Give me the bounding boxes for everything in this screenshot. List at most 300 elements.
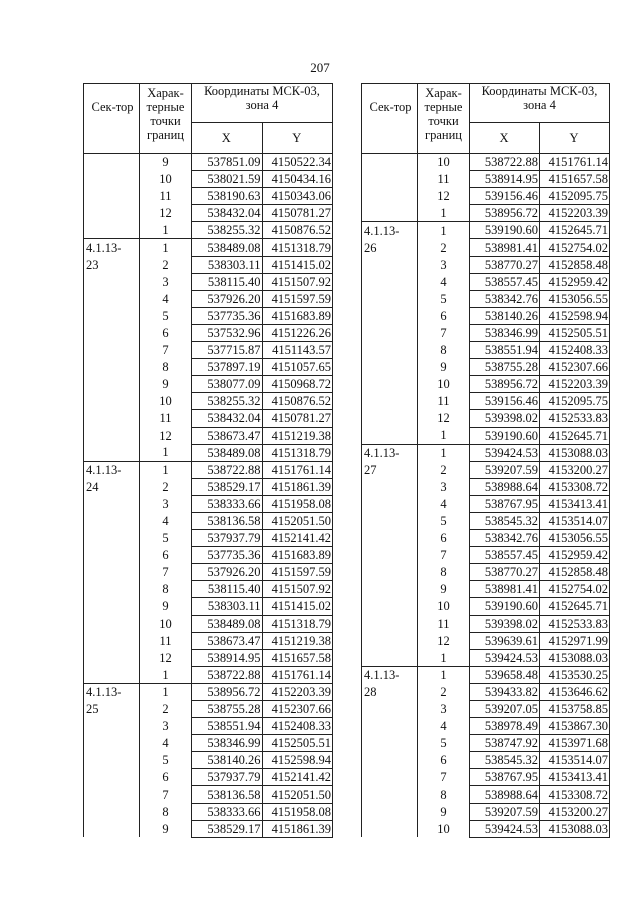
table-row bbox=[84, 461, 333, 478]
table-row bbox=[84, 564, 333, 581]
cell-sector: 24 bbox=[84, 478, 140, 495]
cell-y: 4152754.02 bbox=[540, 581, 610, 598]
header-characteristic-points: Харак-терные точки границ bbox=[418, 84, 470, 154]
cell-y: 4152959.42 bbox=[540, 273, 610, 290]
cell-x: 537926.20 bbox=[192, 290, 263, 307]
table-row bbox=[362, 478, 610, 495]
cell-sector bbox=[362, 290, 418, 307]
table-row bbox=[362, 649, 610, 666]
table-row bbox=[84, 307, 333, 324]
cell-point: 9 bbox=[418, 803, 470, 820]
cell-sector: 23 bbox=[84, 256, 140, 273]
cell-y: 4151415.02 bbox=[262, 598, 333, 615]
cell-y: 4151761.14 bbox=[262, 666, 333, 683]
cell-x: 538914.95 bbox=[470, 171, 540, 188]
table-row bbox=[84, 632, 333, 649]
cell-point: 2 bbox=[418, 461, 470, 478]
cell-sector bbox=[84, 324, 140, 341]
cell-sector bbox=[362, 478, 418, 495]
cell-sector bbox=[84, 735, 140, 752]
cell-sector: 4.1.13- bbox=[362, 222, 418, 239]
cell-point: 9 bbox=[140, 820, 192, 837]
cell-sector bbox=[362, 598, 418, 615]
cell-x: 539207.59 bbox=[470, 461, 540, 478]
cell-sector bbox=[84, 393, 140, 410]
cell-point: 1 bbox=[418, 205, 470, 222]
cell-sector bbox=[362, 376, 418, 393]
header-coordinates: Координаты МСК-03, зона 4 bbox=[192, 84, 333, 123]
table-row bbox=[84, 290, 333, 307]
cell-y: 4151683.89 bbox=[262, 307, 333, 324]
cell-x: 537532.96 bbox=[192, 324, 263, 341]
table-row bbox=[84, 376, 333, 393]
cell-point: 5 bbox=[140, 307, 192, 324]
cell-y: 4153056.55 bbox=[540, 530, 610, 547]
cell-y: 4153308.72 bbox=[540, 786, 610, 803]
cell-point: 3 bbox=[140, 273, 192, 290]
cell-y: 4152754.02 bbox=[540, 239, 610, 256]
cell-x: 538747.92 bbox=[470, 735, 540, 752]
cell-point: 3 bbox=[140, 718, 192, 735]
table-row bbox=[362, 632, 610, 649]
cell-sector bbox=[362, 495, 418, 512]
cell-x: 539398.02 bbox=[470, 410, 540, 427]
table-row bbox=[84, 735, 333, 752]
table-row bbox=[362, 701, 610, 718]
table-row bbox=[84, 205, 333, 222]
cell-sector bbox=[362, 359, 418, 376]
cell-x: 538255.32 bbox=[192, 393, 263, 410]
cell-x: 538551.94 bbox=[192, 718, 263, 735]
cell-y: 4153514.07 bbox=[540, 752, 610, 769]
cell-point: 3 bbox=[418, 701, 470, 718]
cell-sector bbox=[84, 495, 140, 512]
table-row bbox=[362, 444, 610, 461]
coordinates-table-left bbox=[83, 83, 333, 838]
table-row bbox=[84, 427, 333, 444]
cell-point: 7 bbox=[418, 547, 470, 564]
cell-y: 4151657.58 bbox=[540, 171, 610, 188]
cell-y: 4151415.02 bbox=[262, 256, 333, 273]
cell-x: 538545.32 bbox=[470, 512, 540, 529]
cell-point: 1 bbox=[418, 222, 470, 239]
cell-y: 4150434.16 bbox=[262, 171, 333, 188]
cell-point: 12 bbox=[418, 188, 470, 205]
cell-point: 7 bbox=[140, 342, 192, 359]
table-row bbox=[84, 342, 333, 359]
cell-point: 10 bbox=[140, 615, 192, 632]
table-row bbox=[362, 820, 610, 837]
cell-x: 539424.53 bbox=[470, 649, 540, 666]
table-row bbox=[362, 273, 610, 290]
table-row bbox=[84, 239, 333, 256]
cell-sector bbox=[84, 359, 140, 376]
cell-point: 3 bbox=[418, 478, 470, 495]
table-row bbox=[84, 666, 333, 683]
cell-y: 4152408.33 bbox=[262, 718, 333, 735]
table-row bbox=[362, 154, 610, 171]
cell-x: 538303.11 bbox=[192, 598, 263, 615]
cell-sector: 4.1.13- bbox=[84, 461, 140, 478]
table-row bbox=[84, 530, 333, 547]
page-number: 207 bbox=[310, 60, 330, 75]
cell-point: 10 bbox=[418, 598, 470, 615]
cell-sector bbox=[362, 393, 418, 410]
cell-sector bbox=[84, 376, 140, 393]
cell-y: 4151861.39 bbox=[262, 478, 333, 495]
cell-x: 538722.88 bbox=[470, 154, 540, 171]
table-row bbox=[362, 461, 610, 478]
cell-sector bbox=[362, 786, 418, 803]
cell-point: 12 bbox=[418, 632, 470, 649]
cell-x: 538988.64 bbox=[470, 786, 540, 803]
cell-x: 538489.08 bbox=[192, 615, 263, 632]
cell-x: 539190.60 bbox=[470, 427, 540, 444]
cell-y: 4152095.75 bbox=[540, 188, 610, 205]
cell-sector bbox=[84, 649, 140, 666]
cell-y: 4151597.59 bbox=[262, 290, 333, 307]
cell-y: 4151318.79 bbox=[262, 239, 333, 256]
cell-sector bbox=[362, 581, 418, 598]
table-row bbox=[84, 478, 333, 495]
cell-x: 539639.61 bbox=[470, 632, 540, 649]
cell-x: 538333.66 bbox=[192, 495, 263, 512]
table-row bbox=[84, 256, 333, 273]
cell-x: 538767.95 bbox=[470, 495, 540, 512]
header-coordinates: Координаты МСК-03, зона 4 bbox=[470, 84, 610, 123]
cell-point: 7 bbox=[418, 324, 470, 341]
cell-x: 538956.72 bbox=[192, 683, 263, 700]
cell-y: 4151219.38 bbox=[262, 632, 333, 649]
header-x: X bbox=[192, 123, 263, 154]
cell-y: 4152051.50 bbox=[262, 512, 333, 529]
cell-point: 4 bbox=[418, 495, 470, 512]
table-row bbox=[84, 598, 333, 615]
cell-sector bbox=[84, 752, 140, 769]
cell-point: 11 bbox=[140, 188, 192, 205]
table-row bbox=[362, 427, 610, 444]
table-row bbox=[362, 752, 610, 769]
cell-x: 538722.88 bbox=[192, 666, 263, 683]
cell-x: 537897.19 bbox=[192, 359, 263, 376]
cell-y: 4153088.03 bbox=[540, 820, 610, 837]
cell-y: 4152505.51 bbox=[262, 735, 333, 752]
cell-point: 4 bbox=[418, 718, 470, 735]
cell-point: 9 bbox=[418, 581, 470, 598]
cell-point: 5 bbox=[140, 752, 192, 769]
cell-point: 8 bbox=[140, 359, 192, 376]
cell-point: 7 bbox=[140, 786, 192, 803]
cell-x: 538557.45 bbox=[470, 547, 540, 564]
cell-x: 538115.40 bbox=[192, 581, 263, 598]
cell-y: 4153646.62 bbox=[540, 683, 610, 700]
cell-sector bbox=[84, 188, 140, 205]
cell-point: 1 bbox=[140, 444, 192, 461]
cell-x: 539190.60 bbox=[470, 222, 540, 239]
table-row bbox=[362, 735, 610, 752]
cell-y: 4153413.41 bbox=[540, 495, 610, 512]
cell-x: 538914.95 bbox=[192, 649, 263, 666]
table-row bbox=[362, 290, 610, 307]
cell-y: 4151958.08 bbox=[262, 495, 333, 512]
cell-y: 4150876.52 bbox=[262, 393, 333, 410]
cell-x: 538529.17 bbox=[192, 478, 263, 495]
cell-x: 538136.58 bbox=[192, 512, 263, 529]
cell-sector bbox=[362, 307, 418, 324]
cell-x: 538489.08 bbox=[192, 239, 263, 256]
header-y: Y bbox=[540, 123, 610, 154]
cell-point: 9 bbox=[418, 359, 470, 376]
cell-point: 4 bbox=[418, 273, 470, 290]
cell-point: 2 bbox=[140, 701, 192, 718]
cell-point: 5 bbox=[418, 512, 470, 529]
cell-y: 4151318.79 bbox=[262, 615, 333, 632]
cell-y: 4152533.83 bbox=[540, 410, 610, 427]
cell-point: 2 bbox=[140, 256, 192, 273]
cell-point: 10 bbox=[140, 393, 192, 410]
table-row bbox=[362, 495, 610, 512]
cell-point: 9 bbox=[140, 376, 192, 393]
cell-y: 4151597.59 bbox=[262, 564, 333, 581]
cell-sector bbox=[84, 632, 140, 649]
cell-y: 4152307.66 bbox=[540, 359, 610, 376]
cell-y: 4153758.85 bbox=[540, 701, 610, 718]
table-row bbox=[362, 307, 610, 324]
cell-sector bbox=[362, 701, 418, 718]
cell-sector bbox=[362, 803, 418, 820]
cell-y: 4152645.71 bbox=[540, 598, 610, 615]
cell-y: 4152141.42 bbox=[262, 530, 333, 547]
cell-x: 538333.66 bbox=[192, 803, 263, 820]
table-row bbox=[84, 547, 333, 564]
cell-y: 4151761.14 bbox=[262, 461, 333, 478]
cell-x: 537715.87 bbox=[192, 342, 263, 359]
cell-x: 538303.11 bbox=[192, 256, 263, 273]
table-row bbox=[84, 154, 333, 171]
table-row bbox=[362, 410, 610, 427]
table-row bbox=[84, 222, 333, 239]
cell-point: 3 bbox=[418, 256, 470, 273]
header-y: Y bbox=[262, 123, 333, 154]
cell-y: 4153088.03 bbox=[540, 444, 610, 461]
table-row bbox=[84, 820, 333, 837]
table-row bbox=[84, 324, 333, 341]
table-row bbox=[84, 718, 333, 735]
cell-x: 538115.40 bbox=[192, 273, 263, 290]
cell-x: 538981.41 bbox=[470, 581, 540, 598]
table-row bbox=[362, 256, 610, 273]
cell-y: 4152051.50 bbox=[262, 786, 333, 803]
cell-point: 8 bbox=[418, 786, 470, 803]
table-row bbox=[362, 359, 610, 376]
table-row bbox=[84, 359, 333, 376]
cell-point: 4 bbox=[140, 735, 192, 752]
cell-point: 8 bbox=[140, 581, 192, 598]
cell-y: 4152858.48 bbox=[540, 256, 610, 273]
table-row bbox=[362, 615, 610, 632]
cell-y: 4152307.66 bbox=[262, 701, 333, 718]
cell-sector bbox=[84, 530, 140, 547]
cell-sector bbox=[84, 307, 140, 324]
cell-sector bbox=[84, 547, 140, 564]
cell-x: 539658.48 bbox=[470, 666, 540, 683]
cell-point: 2 bbox=[418, 239, 470, 256]
cell-sector bbox=[362, 735, 418, 752]
cell-sector bbox=[84, 512, 140, 529]
cell-x: 539190.60 bbox=[470, 598, 540, 615]
cell-point: 7 bbox=[140, 564, 192, 581]
cell-y: 4152959.42 bbox=[540, 547, 610, 564]
cell-sector: 25 bbox=[84, 701, 140, 718]
cell-sector: 4.1.13- bbox=[84, 683, 140, 700]
cell-point: 1 bbox=[140, 461, 192, 478]
cell-x: 538557.45 bbox=[470, 273, 540, 290]
table-row bbox=[362, 769, 610, 786]
cell-point: 11 bbox=[418, 171, 470, 188]
cell-x: 537851.09 bbox=[192, 154, 263, 171]
cell-y: 4151861.39 bbox=[262, 820, 333, 837]
cell-x: 538346.99 bbox=[470, 324, 540, 341]
cell-sector bbox=[84, 154, 140, 171]
cell-sector bbox=[84, 205, 140, 222]
cell-sector: 27 bbox=[362, 461, 418, 478]
cell-sector: 4.1.13- bbox=[84, 239, 140, 256]
cell-y: 4153867.30 bbox=[540, 718, 610, 735]
cell-y: 4153530.25 bbox=[540, 666, 610, 683]
cell-sector bbox=[84, 342, 140, 359]
cell-x: 539433.82 bbox=[470, 683, 540, 700]
cell-point: 5 bbox=[140, 530, 192, 547]
cell-x: 538342.76 bbox=[470, 290, 540, 307]
cell-point: 11 bbox=[418, 615, 470, 632]
cell-point: 12 bbox=[418, 410, 470, 427]
cell-x: 537735.36 bbox=[192, 307, 263, 324]
table-row bbox=[362, 564, 610, 581]
table-row bbox=[362, 512, 610, 529]
cell-x: 539207.59 bbox=[470, 803, 540, 820]
cell-sector bbox=[84, 666, 140, 683]
cell-y: 4153514.07 bbox=[540, 512, 610, 529]
cell-sector bbox=[362, 615, 418, 632]
table-row bbox=[362, 342, 610, 359]
cell-x: 538077.09 bbox=[192, 376, 263, 393]
cell-x: 537926.20 bbox=[192, 564, 263, 581]
coordinates-table-right bbox=[361, 83, 610, 838]
cell-y: 4151507.92 bbox=[262, 273, 333, 290]
cell-x: 538551.94 bbox=[470, 342, 540, 359]
cell-sector bbox=[84, 564, 140, 581]
cell-x: 538755.28 bbox=[470, 359, 540, 376]
cell-point: 9 bbox=[140, 154, 192, 171]
cell-x: 538136.58 bbox=[192, 786, 263, 803]
cell-x: 537735.36 bbox=[192, 547, 263, 564]
cell-y: 4153308.72 bbox=[540, 478, 610, 495]
cell-sector bbox=[84, 222, 140, 239]
table-row bbox=[84, 683, 333, 700]
cell-x: 538767.95 bbox=[470, 769, 540, 786]
cell-y: 4153200.27 bbox=[540, 803, 610, 820]
cell-x: 538956.72 bbox=[470, 205, 540, 222]
cell-x: 537937.79 bbox=[192, 769, 263, 786]
header-x: X bbox=[470, 123, 540, 154]
cell-y: 4153413.41 bbox=[540, 769, 610, 786]
cell-x: 538021.59 bbox=[192, 171, 263, 188]
cell-x: 538722.88 bbox=[192, 461, 263, 478]
cell-point: 8 bbox=[418, 564, 470, 581]
cell-sector bbox=[362, 324, 418, 341]
cell-sector: 4.1.13- bbox=[362, 666, 418, 683]
cell-point: 6 bbox=[418, 752, 470, 769]
cell-y: 4151683.89 bbox=[262, 547, 333, 564]
table-row bbox=[362, 188, 610, 205]
cell-sector bbox=[362, 718, 418, 735]
cell-sector bbox=[84, 786, 140, 803]
cell-y: 4152408.33 bbox=[540, 342, 610, 359]
cell-y: 4151057.65 bbox=[262, 359, 333, 376]
cell-x: 538489.08 bbox=[192, 444, 263, 461]
cell-point: 12 bbox=[140, 427, 192, 444]
table-row bbox=[84, 701, 333, 718]
cell-sector bbox=[84, 769, 140, 786]
table-row bbox=[362, 683, 610, 700]
cell-point: 11 bbox=[140, 632, 192, 649]
table-row bbox=[84, 444, 333, 461]
cell-point: 1 bbox=[418, 666, 470, 683]
cell-sector bbox=[362, 649, 418, 666]
table-row bbox=[362, 376, 610, 393]
cell-point: 8 bbox=[140, 803, 192, 820]
cell-sector bbox=[362, 273, 418, 290]
cell-y: 4150968.72 bbox=[262, 376, 333, 393]
cell-y: 4151226.26 bbox=[262, 324, 333, 341]
cell-y: 4153971.68 bbox=[540, 735, 610, 752]
cell-point: 12 bbox=[140, 205, 192, 222]
table-row bbox=[362, 718, 610, 735]
cell-x: 538988.64 bbox=[470, 478, 540, 495]
cell-y: 4151761.14 bbox=[540, 154, 610, 171]
table-row bbox=[362, 205, 610, 222]
table-row bbox=[84, 581, 333, 598]
cell-sector bbox=[84, 581, 140, 598]
cell-point: 4 bbox=[140, 512, 192, 529]
cell-y: 4152645.71 bbox=[540, 222, 610, 239]
table-row bbox=[84, 786, 333, 803]
cell-x: 538346.99 bbox=[192, 735, 263, 752]
table-row bbox=[84, 615, 333, 632]
cell-y: 4152141.42 bbox=[262, 769, 333, 786]
cell-sector bbox=[362, 342, 418, 359]
cell-x: 538432.04 bbox=[192, 410, 263, 427]
table-row bbox=[362, 786, 610, 803]
cell-y: 4152598.94 bbox=[540, 307, 610, 324]
cell-y: 4152971.99 bbox=[540, 632, 610, 649]
cell-point: 11 bbox=[418, 393, 470, 410]
cell-y: 4151507.92 bbox=[262, 581, 333, 598]
table-row bbox=[84, 803, 333, 820]
cell-point: 4 bbox=[140, 290, 192, 307]
cell-y: 4151219.38 bbox=[262, 427, 333, 444]
cell-y: 4152598.94 bbox=[262, 752, 333, 769]
cell-sector: 4.1.13- bbox=[362, 444, 418, 461]
cell-x: 539424.53 bbox=[470, 820, 540, 837]
cell-point: 12 bbox=[140, 649, 192, 666]
cell-x: 538432.04 bbox=[192, 205, 263, 222]
cell-sector bbox=[84, 820, 140, 837]
table-row bbox=[362, 581, 610, 598]
cell-x: 538140.26 bbox=[470, 307, 540, 324]
table-row bbox=[84, 512, 333, 529]
table-row bbox=[362, 598, 610, 615]
